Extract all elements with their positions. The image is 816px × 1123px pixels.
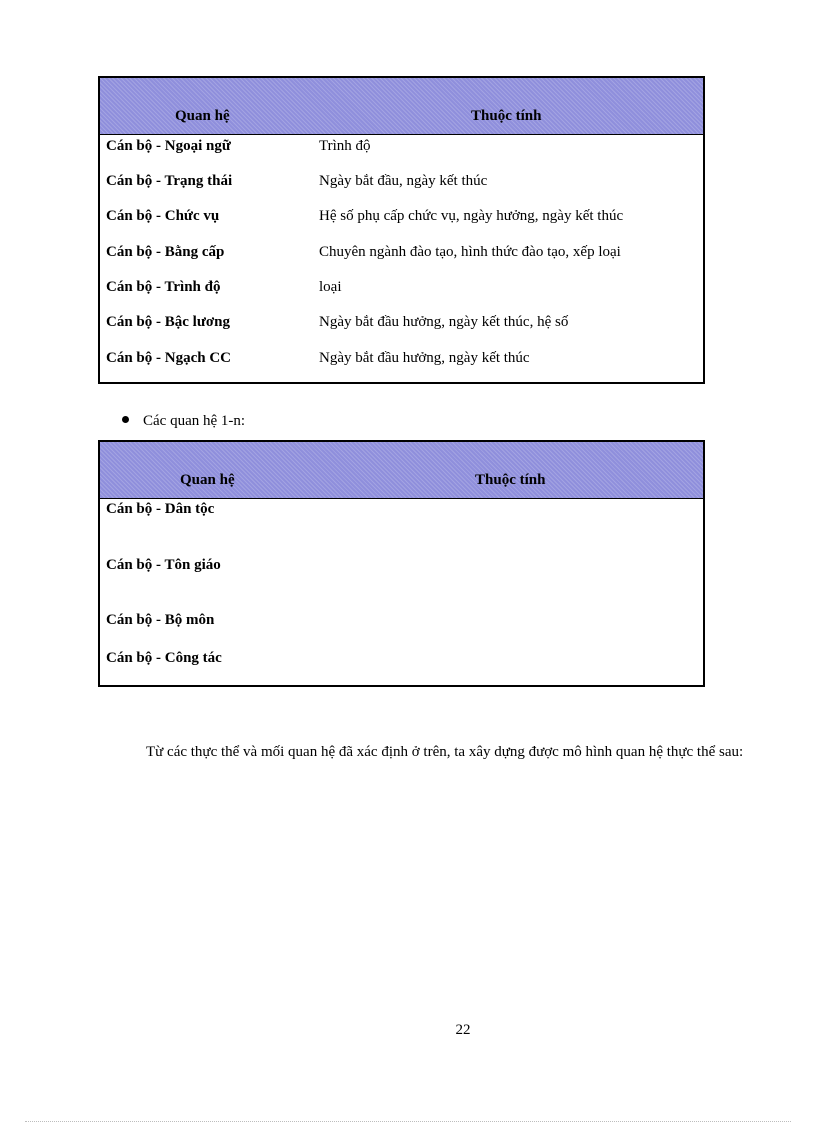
attribute-cell: Ngày bắt đầu hưởng, ngày kết thúc, hệ số (319, 314, 569, 330)
table-1 (98, 76, 705, 384)
table-1-header (100, 78, 703, 135)
attribute-cell: loại (319, 279, 342, 295)
page-bottom-rule (25, 1121, 791, 1122)
relation-cell: Cán bộ - Tôn giáo (106, 557, 221, 573)
relation-cell: Cán bộ - Công tác (106, 650, 222, 666)
table-2-header-attribute: Thuộc tính (475, 472, 546, 488)
attribute-cell: Ngày bắt đầu hưởng, ngày kết thúc (319, 350, 530, 366)
relation-cell: Cán bộ - Ngạch CC (106, 350, 232, 366)
table-1-header-relation: Quan hệ (175, 108, 230, 124)
attribute-cell: Chuyên ngành đào tạo, hình thức đào tạo, xếp loại (319, 244, 621, 260)
relation-cell: Cán bộ - Trạng thái (106, 173, 233, 189)
relation-cell: Cán bộ - Bậc lương (106, 314, 230, 330)
bullet-icon (122, 416, 129, 423)
relation-cell: Cán bộ - Chức vụ (106, 208, 220, 224)
relation-cell: Cán bộ - Trình độ (106, 279, 221, 295)
relation-cell: Cán bộ - Ngoại ngữ (106, 138, 231, 154)
bullet-item (122, 413, 245, 430)
table-2 (98, 440, 705, 687)
attribute-cell: Hệ số phụ cấp chức vụ, ngày hưởng, ngày kết thúc (319, 208, 624, 224)
bullet-text: Các quan hệ 1-n: (143, 413, 246, 429)
table-2-header (100, 442, 703, 499)
body-paragraph: Từ các thực thể và mối quan hệ đã xác định ở trên, ta xây dựng được mô hình quan hệ thực thể sau: (146, 744, 744, 760)
table-2-header-relation: Quan hệ (180, 472, 235, 488)
page-number: 22 (455, 1022, 471, 1038)
attribute-cell: Trình độ (319, 138, 371, 154)
relation-cell: Cán bộ - Dân tộc (106, 501, 215, 517)
relation-cell: Cán bộ - Bộ môn (106, 612, 215, 628)
attribute-cell: Ngày bắt đầu, ngày kết thúc (319, 173, 488, 189)
relation-cell: Cán bộ - Bằng cấp (106, 244, 225, 260)
table-1-header-attribute: Thuộc tính (471, 108, 542, 124)
